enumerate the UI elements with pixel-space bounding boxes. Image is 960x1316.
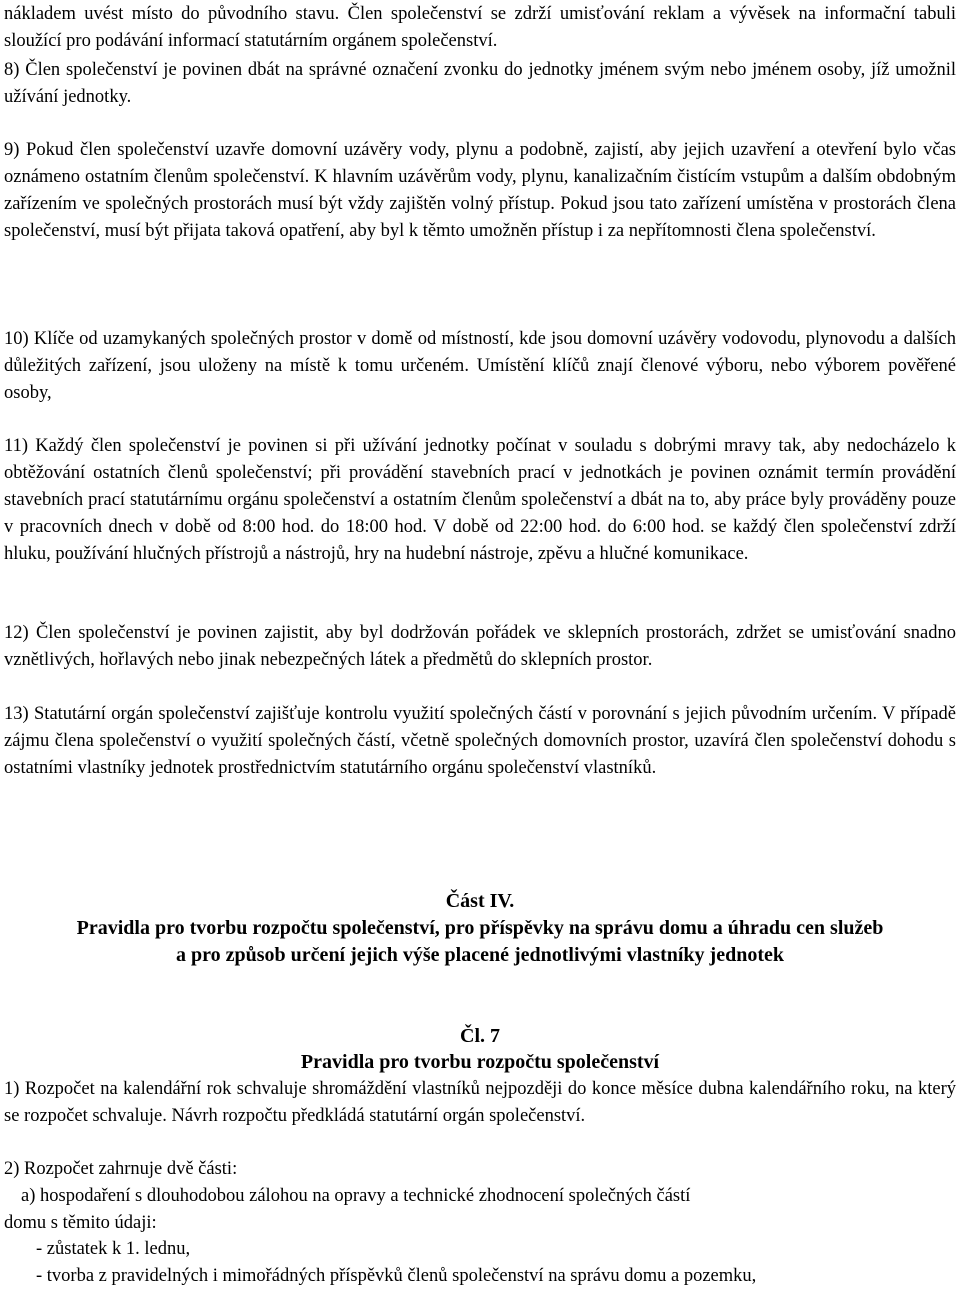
paragraph-8: 8) Člen společenství je povinen dbát na správné označení zvonku do jednotky jménem svým nebo jménem osoby, jíž umožnil užívání jednotky. [4,60,956,107]
article-7-bullet-1: - zůstatek k 1. lednu, [36,1239,191,1259]
paragraph-12: 12) Člen společenství je povinen zajistit, aby byl dodržován pořádek ve sklepních prostorách, zdržet se umisťování snadno vznětlivých, hořlavých nebo jinak nebezpečných látek a předmětů do sklepních prostor. [4,623,956,670]
article-7-bullet-2: - tvorba z pravidelných i mimořádných příspěvků členů společenství na správu domu a pozemku, [36,1266,757,1286]
article-7-item-a-line-2: domu s těmito údaji: [4,1213,157,1233]
paragraph-10: 10) Klíče od uzamykaných společných prostor v domě od místností, kde jsou domovní uzávěry vodovodu, plynovodu a dalších důležitých zařízení, jsou uloženy na místě k tomu určeném. Umístění klíčů znají členové výboru, nebo výborem pověřené osoby, [4,329,956,403]
article-7-paragraph-2: 2) Rozpočet zahrnuje dvě části: [4,1159,238,1179]
part-title-line-1: Pravidla pro tvorbu rozpočtu společenství, pro příspěvky na správu domu a úhradu cen služeb [76,917,884,939]
article-title: Pravidla pro tvorbu rozpočtu společenství [300,1051,660,1073]
paragraph-11: 11) Každý člen společenství je povinen si při užívání jednotky počínat v souladu s dobrými mravy tak, aby nedocházelo k obtěžování ostatních členů společenství; při provádění stavebních prací v jednotkách je povinen oznámit termín provádění stavebních prací statutárnímu orgánu společenství a ostatním členům společenství a dbát na to, aby práce byly prováděny pouze v pracovních dnech v době od 8:00 hod. do 18:00 hod. V době od 22:00 hod. do 6:00 hod. se každý člen společenství zdrží hluku, používání hlučných přístrojů a nástrojů, hry na hudební nástroje, zpěvu a hlučné komunikace. [4,436,956,564]
article-heading: Čl. 7 [460,1025,500,1047]
article-7-paragraph-1: 1) Rozpočet na kalendářní rok schvaluje shromáždění vlastníků nejpozději do konce měsíce dubna kalendářního roku, na který se rozpočet schvaluje. Návrh rozpočtu předkládá statutární orgán společenství. [4,1079,956,1126]
paragraph-13: 13) Statutární orgán společenství zajišťuje kontrolu využití společných částí v porovnání s jejich původním určením. V případě zájmu člena společenství o využití společných částí, včetně společných domovních prostor, uzavírá člen společenství dohodu s ostatními vlastníky jednotek prostřednictvím statutárního orgánu společenství vlastníků. [4,704,956,778]
part-title-line-2: a pro způsob určení jejich výše placené jednotlivými vlastníky jednotek [176,944,784,966]
part-heading: Část IV. [445,890,515,912]
intro-paragraph: nákladem uvést místo do původního stavu. Člen společenství se zdrží umisťování reklam a vývěsek na informační tabuli sloužící pro podávání informací statutárním orgánem společenství. [4,4,956,51]
article-7-item-a-line-1: a) hospodaření s dlouhodobou zálohou na opravy a technické zhodnocení společných částí [21,1186,691,1206]
paragraph-9: 9) Pokud člen společenství uzavře domovní uzávěry vody, plynu a podobně, zajistí, aby jejich uzavření a otevření bylo včas oznámeno ostatním členům společenství. K hlavním uzávěrům vody, plynu, kanalizačním čistícím vstupům a dalším obdobným zařízením ve společných prostorách musí být vždy zajištěn volný přístup. Pokud jsou tato zařízení umístěna v prostorách člena společenství, musí být přijata taková opatření, aby byl k těmto umožněn přístup i za nepřítomnosti člena společenství. [4,140,956,241]
